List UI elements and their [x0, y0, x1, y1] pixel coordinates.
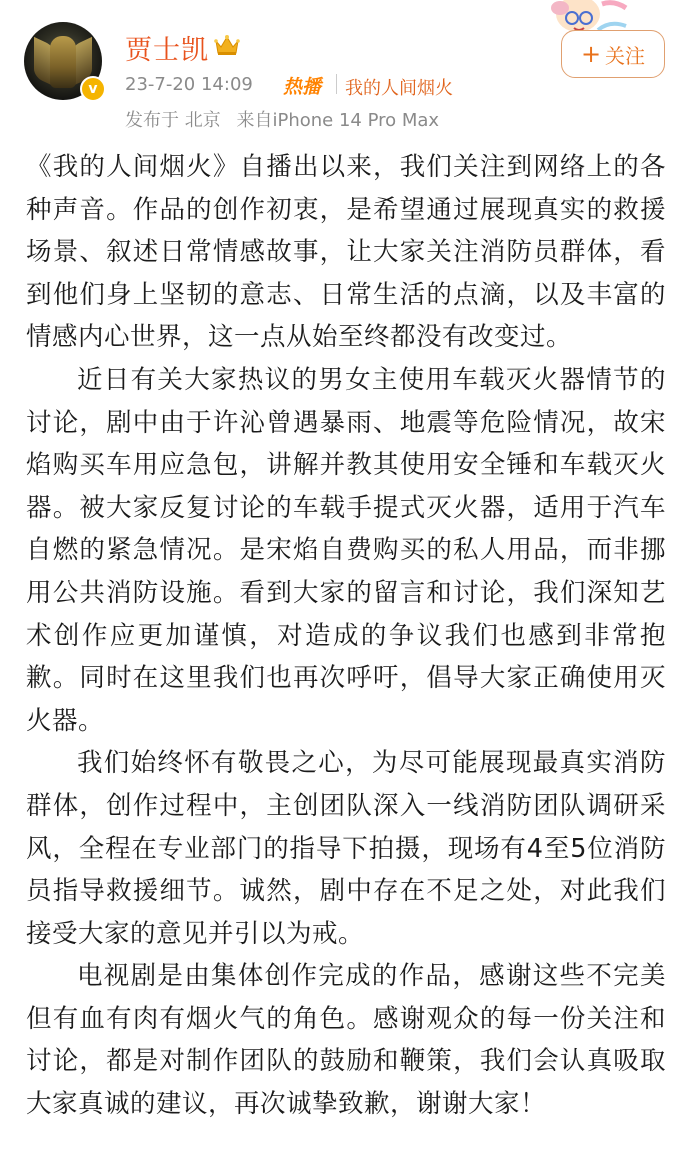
username[interactable]: 贾士凯: [125, 35, 209, 66]
tag-divider: [336, 74, 337, 94]
crown-icon: [214, 34, 240, 56]
topic-link[interactable]: 我的人间烟火: [345, 78, 453, 99]
device-source: 来自iPhone 14 Pro Max: [236, 110, 440, 131]
follow-button[interactable]: [561, 30, 665, 78]
timestamp-text: 23-7-20 14:09: [125, 74, 253, 95]
verified-badge-icon: v: [80, 76, 106, 102]
avatar-figure: [50, 36, 76, 88]
hot-tag: 热播: [283, 76, 322, 98]
post-paragraph-2: 近日有关大家热议的男女主使用车载灭火器情节的讨论，剧中由于许沁曾遇暴雨、地震等危险情况，故宋焰购买车用应急包，讲解并教其使用安全锤和车载灭火器。被大家反复讨论的车载手提式灭火器，适用于汽车自燃的紧急情况。是宋焰自费购买的私人用品，而非挪用公共消防设施。看到大家的留言和讨论，我们深知艺术创作应更加谨慎，对造成的争议我们也感到非常抱歉。同时在这里我们也再次呼吁，倡导大家正确使用灭火器。: [26, 364, 666, 736]
post-body: [26, 146, 666, 1126]
post-paragraph-4: 电视剧是由集体创作完成的作品，感谢这些不完美但有血有肉有烟火气的角色。感谢观众的每一份关注和讨论，都是对制作团队的鼓励和鞭策，我们会认真吸取大家真诚的建议，再次诚挚致歉，谢谢大家！: [26, 961, 666, 1120]
follow-label: 关注: [605, 43, 646, 68]
location-line: [125, 106, 439, 132]
post-paragraph-3: 我们始终怀有敬畏之心，为尽可能展现最真实消防群体，创作过程中，主创团队深入一线消防团队调研采风，全程在专业部门的指导下拍摄，现场有4至5位消防员指导救援细节。诚然，剧中存在不足之处，对此我们接受大家的意见并引以为戒。: [26, 748, 666, 949]
post-paragraph-1: 《我的人间烟火》自播出以来，我们关注到网络上的各种声音。作品的创作初衷，是希望通过展现真实的救援场景、叙述日常情感故事，让大家关注消防员群体，看到他们身上坚韧的意志、日常生活的点滴，以及丰富的情感内心世界，这一点从始至终都没有改变过。: [26, 152, 666, 353]
plus-icon: +: [580, 40, 602, 68]
post-timestamp: [125, 74, 253, 95]
published-location: 发布于 北京: [125, 110, 221, 131]
